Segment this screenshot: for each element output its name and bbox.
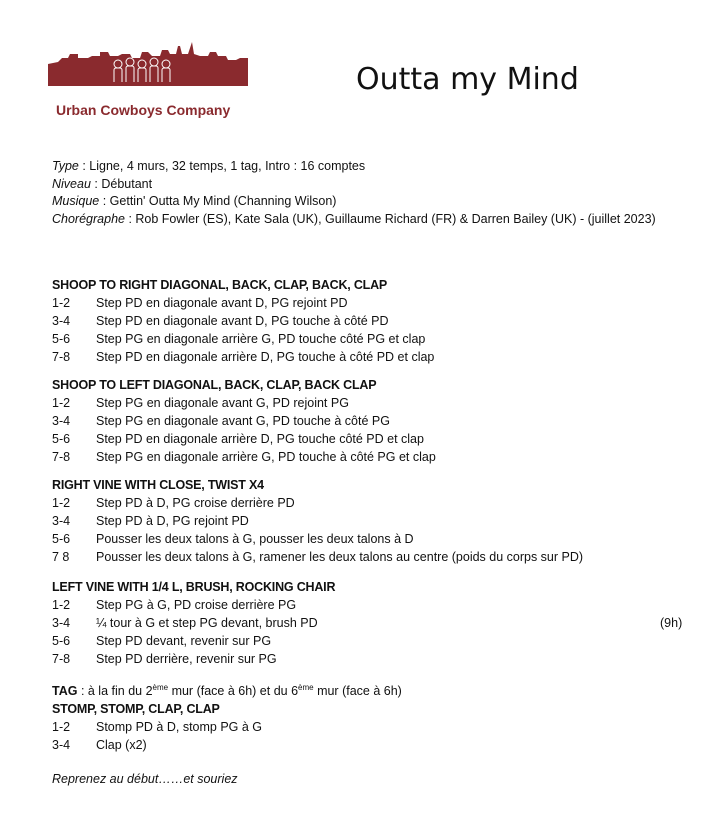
step-count: 7-8 xyxy=(52,450,71,464)
dance-title: Outta my Mind xyxy=(356,62,579,97)
step-row xyxy=(52,494,583,512)
tag-text: mur (face à 6h) et du 6 xyxy=(168,684,299,698)
step-description: Pousser les deux talons à G, pousser les deux talons à D xyxy=(96,532,414,546)
section-title: SHOOP TO LEFT DIAGONAL, BACK, CLAP, BACK CLAP xyxy=(52,378,377,392)
tag-label: TAG xyxy=(52,684,78,698)
step-description: Step PG en diagonale avant G, PD touche à côté PG xyxy=(96,414,390,428)
step-row xyxy=(52,348,434,366)
step-row xyxy=(52,294,434,312)
tag-section-title: STOMP, STOMP, CLAP, CLAP xyxy=(52,702,220,716)
step-count: 3-4 xyxy=(52,616,71,630)
section-title: SHOOP TO RIGHT DIAGONAL, BACK, CLAP, BACK, CLAP xyxy=(52,278,388,292)
level-label: Niveau xyxy=(52,176,91,191)
wall-direction-note: (9h) xyxy=(660,616,683,630)
step-count: 3-4 xyxy=(52,738,71,752)
music-value: : Gettin' Outta My Mind (Channing Wilson) xyxy=(99,194,337,208)
step-description: Step PG en diagonale arrière G, PD touche côté PG et clap xyxy=(96,332,426,346)
step-row xyxy=(52,412,436,430)
step-row xyxy=(52,548,583,566)
step-row xyxy=(52,448,436,466)
type-value: : Ligne, 4 murs, 32 temps, 1 tag, Intro : 16 comptes xyxy=(78,159,366,173)
step-count: 5-6 xyxy=(52,332,71,346)
step-count: 3-4 xyxy=(52,514,71,528)
section-1 xyxy=(52,276,434,366)
step-count: 7-8 xyxy=(52,350,71,364)
step-count: 1-2 xyxy=(52,598,71,612)
section-title: RIGHT VINE WITH CLOSE, TWIST X4 xyxy=(52,478,264,492)
step-count: 1-2 xyxy=(52,296,71,310)
step-row xyxy=(52,430,436,448)
step-description: Step PG en diagonale avant G, PD rejoint PG xyxy=(96,396,349,410)
choreo-label: Chorégraphe xyxy=(52,211,125,226)
step-row xyxy=(52,512,583,530)
closing-note: Reprenez au début……et souriez xyxy=(52,772,238,786)
info-music xyxy=(52,193,656,211)
section-2 xyxy=(52,376,436,466)
tag-description xyxy=(52,682,402,700)
step-count: 1-2 xyxy=(52,396,71,410)
step-description: Step PD à D, PG croise derrière PD xyxy=(96,496,295,510)
step-row xyxy=(52,718,402,736)
step-description: Step PD en diagonale avant D, PG rejoint PD xyxy=(96,296,348,310)
info-level xyxy=(52,176,656,194)
section-4 xyxy=(52,578,683,668)
step-description: Step PD derrière, revenir sur PG xyxy=(96,652,277,666)
step-description: Step PD en diagonale arrière D, PG touche côté PD et clap xyxy=(96,432,424,446)
step-row xyxy=(52,596,335,614)
info-choreographer xyxy=(52,211,656,229)
step-row xyxy=(52,530,583,548)
tag-superscript: ème xyxy=(298,683,314,692)
step-description: Step PG à G, PD croise derrière PG xyxy=(96,598,297,612)
choreo-value: : Rob Fowler (ES), Kate Sala (UK), Guillaume Richard (FR) & Darren Bailey (UK) - (juillet 2023) xyxy=(124,211,656,226)
step-description: Step PD devant, revenir sur PG xyxy=(96,634,272,648)
section-3 xyxy=(52,476,583,566)
tag-text: mur (face à 6h) xyxy=(313,684,402,698)
step-row xyxy=(52,632,335,650)
step-description: Clap (x2) xyxy=(96,738,147,752)
step-description: Pousser les deux talons à G, ramener les deux talons au centre (poids du corps sur PD) xyxy=(96,550,584,564)
step-description: ¼ tour à G et step PG devant, brush PD xyxy=(96,616,318,630)
level-value: : Débutant xyxy=(90,176,153,191)
step-row xyxy=(52,394,436,412)
step-description: Step PD en diagonale arrière D, PG touche à côté PD et clap xyxy=(96,350,435,364)
tag-text: : à la fin du 2 xyxy=(77,684,153,698)
company-logo xyxy=(48,42,248,124)
step-description: Step PG en diagonale arrière G, PD touche à côté PG et clap xyxy=(96,450,436,464)
step-row xyxy=(52,736,402,754)
step-count: 7 8 xyxy=(52,550,70,564)
step-count: 1-2 xyxy=(52,720,71,734)
music-label: Musique xyxy=(52,194,100,208)
step-count: 7-8 xyxy=(52,652,71,666)
step-count: 5-6 xyxy=(52,634,71,648)
brand-name: Urban Cowboys Company xyxy=(56,102,231,118)
tag-section xyxy=(52,682,402,754)
section-title: LEFT VINE WITH 1/4 L, BRUSH, ROCKING CHAIR xyxy=(52,580,336,594)
info-type xyxy=(52,158,656,176)
type-label: Type xyxy=(52,159,79,173)
step-row xyxy=(52,614,683,632)
step-row xyxy=(52,312,434,330)
step-description: Step PD à D, PG rejoint PD xyxy=(96,514,249,528)
step-count: 5-6 xyxy=(52,532,71,546)
step-row xyxy=(52,650,335,668)
step-count: 5-6 xyxy=(52,432,71,446)
step-count: 1-2 xyxy=(52,496,71,510)
tag-superscript: ème xyxy=(152,683,169,692)
dance-info xyxy=(52,158,656,228)
skyline-logo-graphic xyxy=(48,42,248,100)
step-row xyxy=(52,330,434,348)
step-count: 3-4 xyxy=(52,314,71,328)
step-description: Stomp PD à D, stomp PG à G xyxy=(96,720,263,734)
step-description: Step PD en diagonale avant D, PG touche à côté PD xyxy=(96,314,389,328)
step-count: 3-4 xyxy=(52,414,71,428)
